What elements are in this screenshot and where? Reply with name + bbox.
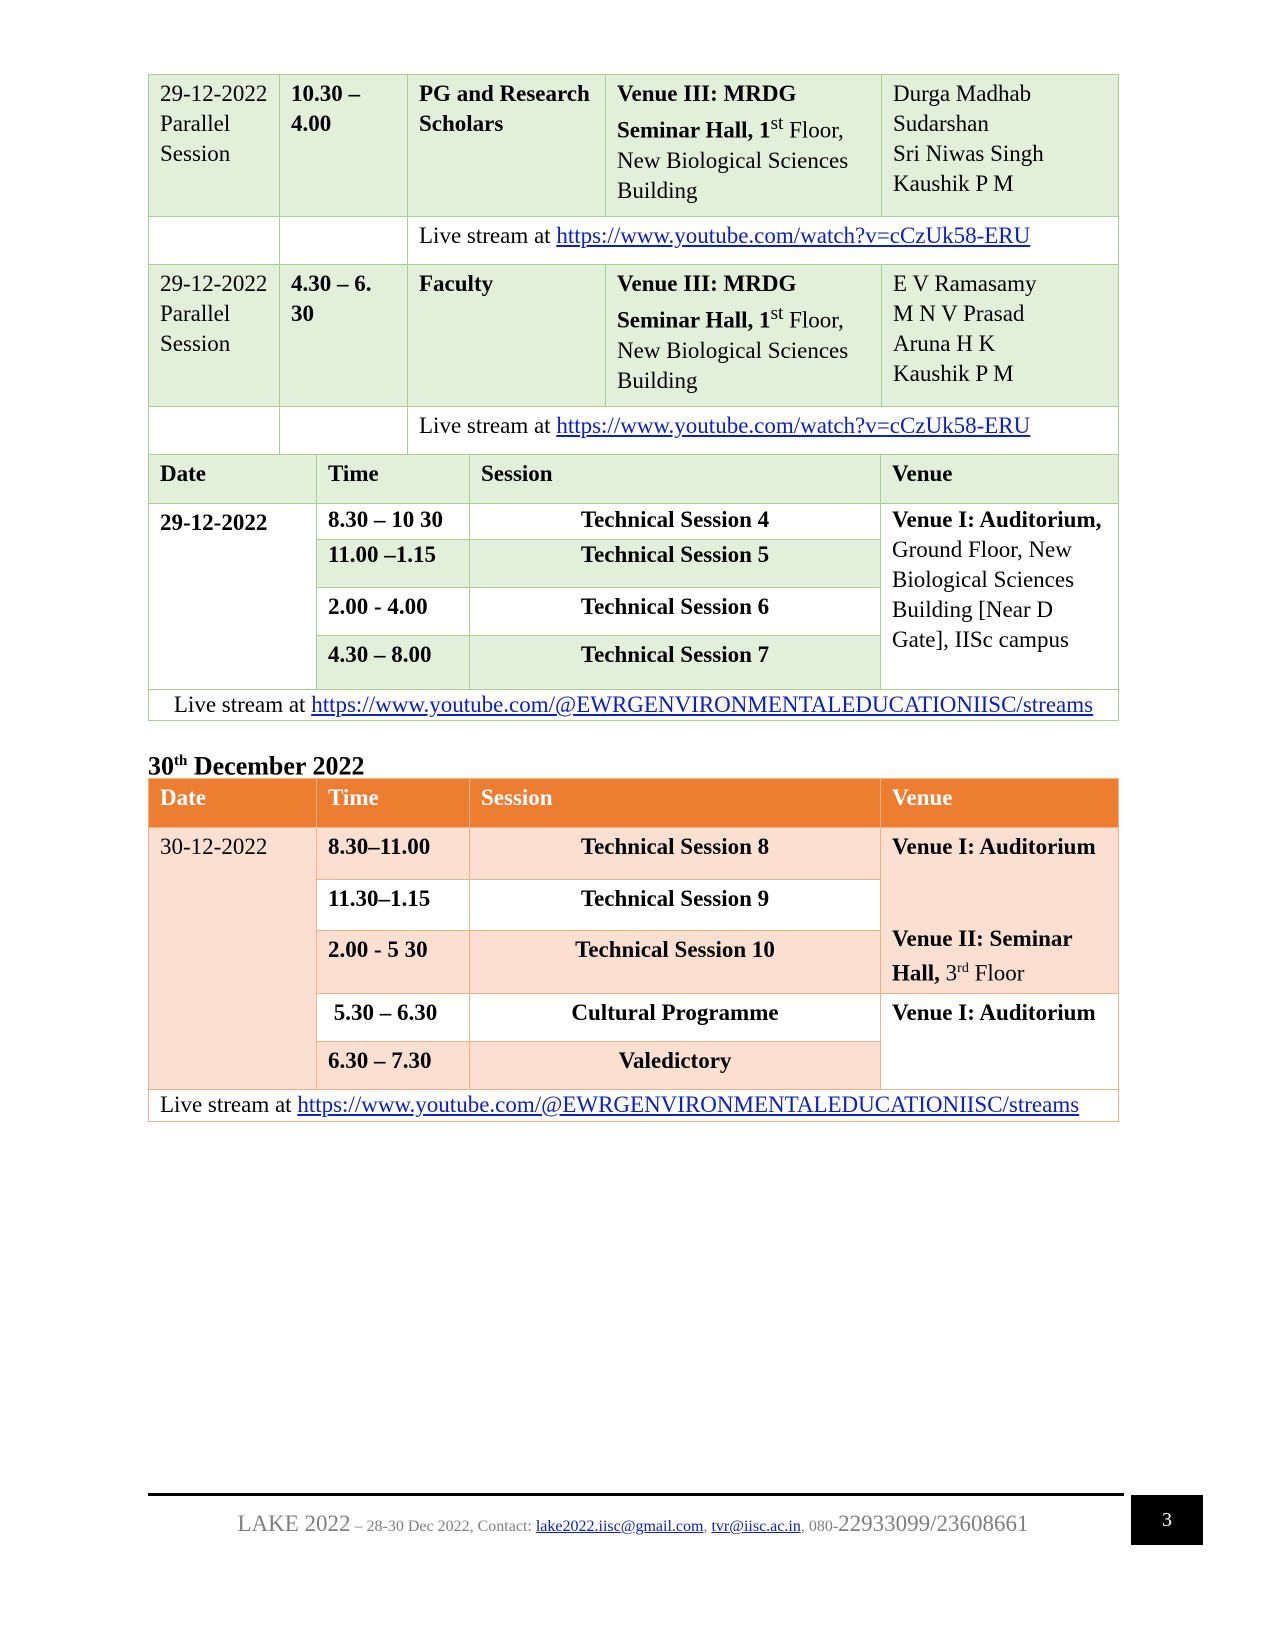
chair-name: E V Ramasamy (893, 271, 1037, 296)
row-session: Technical Session 9 (470, 879, 881, 931)
footer: LAKE 2022 – 28-30 Dec 2022, Contact: lake2022.iisc@gmail.com, tvr@iisc.ac.in, 080-22933099/23608661 (237, 1511, 1029, 1536)
row-session: Technical Session 5 (470, 540, 881, 588)
row-time: 6.30 – 7.30 (317, 1041, 470, 1089)
row-time: 8.30 – 10 30 (317, 504, 470, 540)
email-link[interactable]: tvr@iisc.ac.in (711, 1518, 801, 1535)
stream-row (149, 1089, 1119, 1121)
col-time: Time (317, 779, 470, 828)
day-venue: Venue I: Auditorium, Ground Floor, New Biological Sciences Building [Near D Gate], IISc campus (881, 504, 1119, 690)
footer-event: LAKE 2022 (237, 1511, 351, 1536)
session-time: 4.30 – 6. 30 (280, 265, 408, 407)
col-venue: Venue (881, 455, 1119, 504)
col-venue: Venue (881, 779, 1119, 828)
col-session: Session (470, 779, 881, 828)
table-header-row (149, 455, 1119, 504)
chair-name: Aruna H K (893, 331, 996, 356)
session-chairs (882, 75, 1119, 217)
col-session: Session (470, 455, 881, 504)
row-session: Cultural Programme (470, 993, 881, 1041)
live-stream: Live stream at https://www.youtube.com/@EWRGENVIRONMENTALEDUCATIONIISC/streams (149, 690, 1119, 721)
row-time: 2.00 - 5 30 (317, 931, 470, 993)
chair-name: Kaushik P M (893, 361, 1014, 386)
session-venue: Venue III: MRDG Seminar Hall, 1st Floor, New Biological Sciences Building (606, 75, 882, 217)
col-date: Date (149, 455, 317, 504)
row-time: 8.30–11.00 (317, 828, 470, 880)
live-stream: Live stream at https://www.youtube.com/@EWRGENVIRONMENTALEDUCATIONIISC/streams (149, 1089, 1119, 1121)
session-date: 29-12-2022 Parallel Session (149, 75, 280, 217)
day-date: 30-12-2022 (149, 828, 317, 1090)
row-time: 11.00 –1.15 (317, 540, 470, 588)
row-time: 2.00 - 4.00 (317, 588, 470, 636)
stream-row (149, 217, 1119, 265)
row-session: Technical Session 4 (470, 504, 881, 540)
day30-table (148, 778, 1119, 1122)
table-row (149, 504, 1119, 540)
day-date: 29-12-2022 (149, 504, 317, 690)
venue-2: Venue II: Seminar Hall, 3rd Floor (892, 926, 1073, 986)
row-time: 4.30 – 8.00 (317, 636, 470, 690)
live-stream: Live stream at https://www.youtube.com/watch?v=cCzUk58-ERU (408, 217, 1119, 265)
chair-name: Sri Niwas Singh (893, 141, 1044, 166)
row-session: Valedictory (470, 1041, 881, 1089)
row-time: 11.30–1.15 (317, 879, 470, 931)
day29-table (148, 454, 1119, 721)
row-session: Technical Session 10 (470, 931, 881, 993)
session-date: 29-12-2022 Parallel Session (149, 265, 280, 407)
chair-name: Kaushik P M (893, 171, 1014, 196)
day-venue (881, 828, 1119, 994)
row-session: Technical Session 8 (470, 828, 881, 880)
session-name: PG and Research Scholars (408, 75, 606, 217)
row-session: Technical Session 7 (470, 636, 881, 690)
stream-link[interactable]: https://www.youtube.com/@EWRGENVIRONMENTALEDUCATIONIISC/streams (297, 1091, 1080, 1117)
live-stream: Live stream at https://www.youtube.com/watch?v=cCzUk58-ERU (408, 407, 1119, 455)
table-row (149, 828, 1119, 880)
stream-link[interactable]: https://www.youtube.com/@EWRGENVIRONMENTALEDUCATIONIISC/streams (311, 692, 1094, 717)
row-time: 5.30 – 6.30 (317, 993, 470, 1041)
footer-rule (148, 1493, 1124, 1496)
chair-name: Durga Madhab Sudarshan (893, 81, 1032, 136)
venue-1: Venue I: Auditorium (892, 834, 1096, 859)
stream-link[interactable]: https://www.youtube.com/watch?v=cCzUk58-ERU (556, 223, 1031, 248)
row-session: Technical Session 6 (470, 588, 881, 636)
chair-name: M N V Prasad (893, 301, 1025, 326)
footer-phone: 22933099/23608661 (838, 1511, 1029, 1536)
day30-heading: 30th December 2022 (148, 751, 365, 781)
page-number: 3 (1131, 1495, 1203, 1545)
venue-3: Venue I: Auditorium (881, 993, 1119, 1089)
table-row (149, 265, 1119, 407)
stream-link[interactable]: https://www.youtube.com/watch?v=cCzUk58-ERU (556, 413, 1031, 438)
session-chairs (882, 265, 1119, 407)
table-header-row (149, 779, 1119, 828)
table-row (149, 75, 1119, 217)
session-time: 10.30 – 4.00 (280, 75, 408, 217)
session-name: Faculty (408, 265, 606, 407)
col-date: Date (149, 779, 317, 828)
stream-row (149, 407, 1119, 455)
email-link[interactable]: lake2022.iisc@gmail.com (535, 1518, 704, 1535)
stream-row (149, 690, 1119, 721)
col-time: Time (317, 455, 470, 504)
session-venue: Venue III: MRDG Seminar Hall, 1st Floor, New Biological Sciences Building (606, 265, 882, 407)
parallel-sessions-table (148, 74, 1119, 455)
